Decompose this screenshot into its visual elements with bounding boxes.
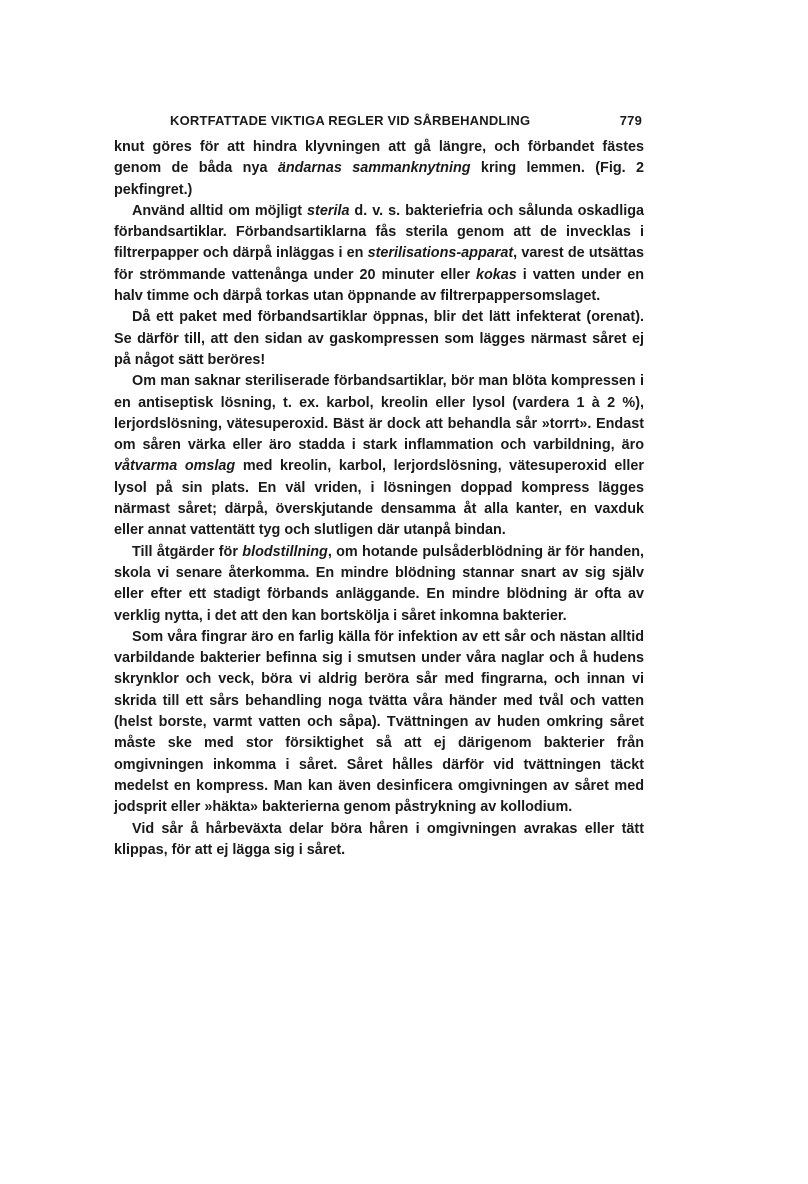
emphasis-text: kokas xyxy=(475,266,517,283)
text-run: Till åtgärder för xyxy=(132,543,243,560)
text-run: med kreolin, karbol, lerjordslösning, vätesuperoxid eller lysol på sin plats. En väl vriden, i lösningen doppad kompress lägges närmast såret; därpå, överskjutande densamma åt alla kanter, en vaxduk eller annat vattentätt tyg och slutligen där utanpå bindan. xyxy=(114,458,644,539)
page-number: 779 xyxy=(619,113,642,128)
paragraph xyxy=(114,542,644,627)
paragraph xyxy=(114,201,644,307)
text-run: knut göres för att hindra klyvningen att gå längre, och förbandet fästes genom de båda nya xyxy=(114,139,644,177)
emphasis-text: ändarnas sammanknytning xyxy=(277,160,471,177)
text-run: i vatten under en halv timme och därpå torkas utan öppnande av filtrerpappersomslaget. xyxy=(114,266,644,305)
paragraph xyxy=(114,137,644,201)
text-run: Om man saknar steriliserade förbandsartiklar, bör man blöta kompressen i en antiseptisk lösning, t. ex. karbol, kreolin eller lysol (vardera 1 à 2 %), lerjordslösning, vätesuperoxid. Bäst är dock att behandla sår »torrt». Endast om såren värka eller äro stadda i stark inflammation och varbildning, äro xyxy=(114,373,644,454)
text-run: Då ett paket med förbandsartiklar öppnas, blir det lätt infekterat (orenat). Se därför till, att den sidan av gaskompressen som lägges närmast såret ej på något sätt beröres! xyxy=(114,309,644,368)
emphasis-text: blodstillning xyxy=(242,543,328,560)
body-text xyxy=(114,137,644,861)
text-run: d. v. s. bakteriefria och sålunda oskadliga förbandsartiklar. Förbandsartiklarna fås sterila genom att de invecklas i filtrerpapper och därpå inläggas i en xyxy=(114,202,644,262)
text-run: , varest de utsättas för strömmande vattenånga under 20 minuter eller xyxy=(114,245,644,283)
paragraph xyxy=(114,371,644,541)
emphasis-text: sterila xyxy=(307,202,350,219)
paragraph xyxy=(114,307,644,371)
text-run: Vid sår å hårbeväxta delar böra håren i omgivningen avrakas eller tätt klippas, för att ej lägga sig i såret. xyxy=(114,820,644,858)
running-title: KORTFATTADE VIKTIGA REGLER VID SÅRBEHANDLING xyxy=(170,113,531,128)
text-run: Som våra fingrar äro en farlig källa för infektion av ett sår och nästan alltid varbildande bakterier befinna sig i smutsen under våra naglar och å hudens skrynklor och veck, böra vi aldrig beröra sår med fingrarna, och innan vi skrida till ett sårs behandling noga tvätta våra händer med tvål och vatten (helst borste, varmt vatten och såpa). Tvättningen av huden omkring såret måste ske med stor försiktighet så att ej därigenom bakterier från omgivningen inkomma i såret. Såret hålles därför vid tvättningen täckt medelst en kompress. Man kan även desinficera omgivningen av såret med jodsprit eller »häkta» bakterierna genom påstrykning av kollodium. xyxy=(114,628,644,816)
emphasis-text: sterilisations-apparat xyxy=(367,245,514,262)
text-run: kring lemmen. (Fig. 2 pekfingret.) xyxy=(114,160,644,198)
emphasis-text: våtvarma omslag xyxy=(114,458,236,475)
running-header xyxy=(114,113,644,135)
book-page xyxy=(114,113,644,861)
text-run: Använd alltid om möjligt xyxy=(132,202,308,219)
text-run: , om hotande pulsåderblödning är för handen, skola vi senare återkomma. En mindre blödning stannar snart av sig själv eller efter ett stadigt förbands anläggande. En mindre blödning är ofta av verklig nytta, i det att den kan bortskölja i såret inkomna bakterier. xyxy=(114,543,644,624)
paragraph xyxy=(114,627,644,819)
paragraph xyxy=(114,819,644,862)
